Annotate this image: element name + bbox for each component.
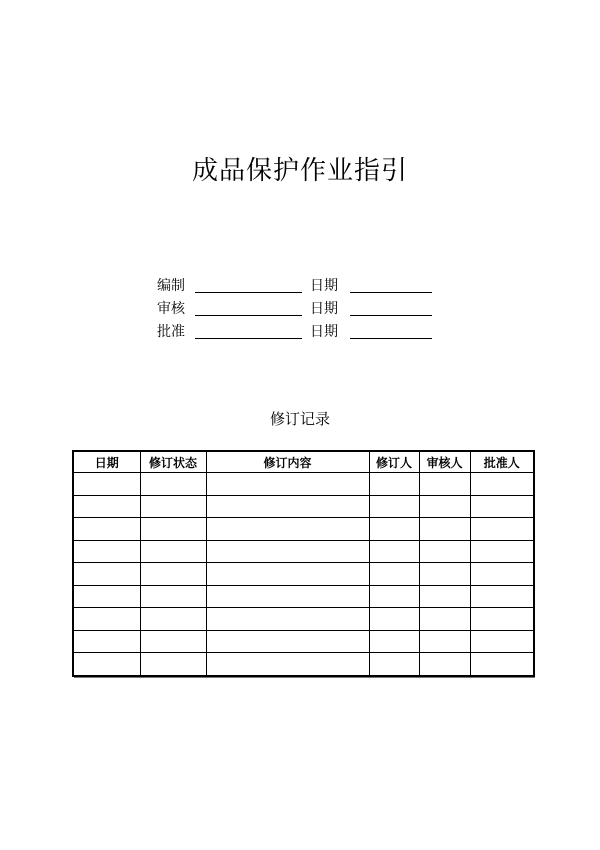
table-row	[73, 630, 534, 653]
table-cell	[140, 608, 206, 631]
table-cell	[206, 630, 369, 653]
signature-line	[195, 338, 302, 339]
table-cell	[419, 518, 470, 541]
revision-table-body	[73, 473, 534, 676]
table-cell	[206, 608, 369, 631]
table-header-row	[73, 451, 534, 473]
table-cell	[73, 608, 140, 631]
signoff-label: 审核	[157, 301, 185, 317]
signature-line	[195, 315, 302, 316]
table-cell	[419, 608, 470, 631]
table-row	[73, 653, 534, 676]
signoff-label: 批准	[157, 324, 185, 340]
date-label: 日期	[310, 278, 338, 294]
table-cell	[369, 585, 419, 608]
table-row	[73, 608, 534, 631]
table-cell	[419, 585, 470, 608]
table-cell	[369, 540, 419, 563]
table-cell	[470, 653, 534, 676]
col-header-date: 日期	[73, 451, 140, 473]
table-cell	[73, 563, 140, 586]
table-cell	[73, 473, 140, 496]
table-row	[73, 563, 534, 586]
table-cell	[369, 608, 419, 631]
table-row	[73, 585, 534, 608]
table-row	[73, 473, 534, 496]
table-cell	[140, 518, 206, 541]
table-cell	[206, 495, 369, 518]
table-row	[73, 540, 534, 563]
table-cell	[470, 563, 534, 586]
table-cell	[369, 518, 419, 541]
col-header-approved-by: 批准人	[470, 451, 534, 473]
date-line	[350, 315, 432, 316]
table-cell	[73, 540, 140, 563]
col-header-revision-content: 修订内容	[206, 451, 369, 473]
table-cell	[73, 518, 140, 541]
table-cell	[140, 563, 206, 586]
table-cell	[470, 495, 534, 518]
table-cell	[470, 585, 534, 608]
revision-record-title: 修订记录	[269, 410, 330, 428]
table-cell	[369, 630, 419, 653]
table-cell	[419, 653, 470, 676]
date-line	[350, 292, 432, 293]
date-label: 日期	[310, 301, 338, 317]
table-cell	[206, 518, 369, 541]
col-header-revision-status: 修订状态	[140, 451, 206, 473]
table-cell	[73, 495, 140, 518]
signature-line	[195, 292, 302, 293]
table-cell	[369, 563, 419, 586]
table-cell	[206, 563, 369, 586]
table-cell	[419, 630, 470, 653]
date-line	[350, 338, 432, 339]
table-cell	[73, 585, 140, 608]
table-row	[73, 495, 534, 518]
table-cell	[140, 495, 206, 518]
table-cell	[206, 585, 369, 608]
table-cell	[140, 473, 206, 496]
date-label: 日期	[310, 324, 338, 340]
table-cell	[369, 495, 419, 518]
table-cell	[419, 540, 470, 563]
table-cell	[470, 518, 534, 541]
document-title: 成品保护作业指引	[191, 156, 408, 186]
table-cell	[470, 473, 534, 496]
table-cell	[470, 608, 534, 631]
table-cell	[470, 540, 534, 563]
table-cell	[140, 585, 206, 608]
col-header-revised-by: 修订人	[369, 451, 419, 473]
table-cell	[73, 653, 140, 676]
table-row	[73, 518, 534, 541]
table-cell	[140, 540, 206, 563]
table-cell	[206, 540, 369, 563]
revision-table	[72, 450, 535, 677]
table-cell	[369, 473, 419, 496]
signoff-label: 编制	[157, 278, 185, 294]
table-cell	[369, 653, 419, 676]
table-cell	[419, 563, 470, 586]
table-cell	[140, 630, 206, 653]
table-cell	[419, 495, 470, 518]
table-cell	[206, 473, 369, 496]
table-cell	[73, 630, 140, 653]
table-cell	[419, 473, 470, 496]
table-cell	[206, 653, 369, 676]
col-header-reviewed-by: 审核人	[419, 451, 470, 473]
table-cell	[470, 630, 534, 653]
table-cell	[140, 653, 206, 676]
